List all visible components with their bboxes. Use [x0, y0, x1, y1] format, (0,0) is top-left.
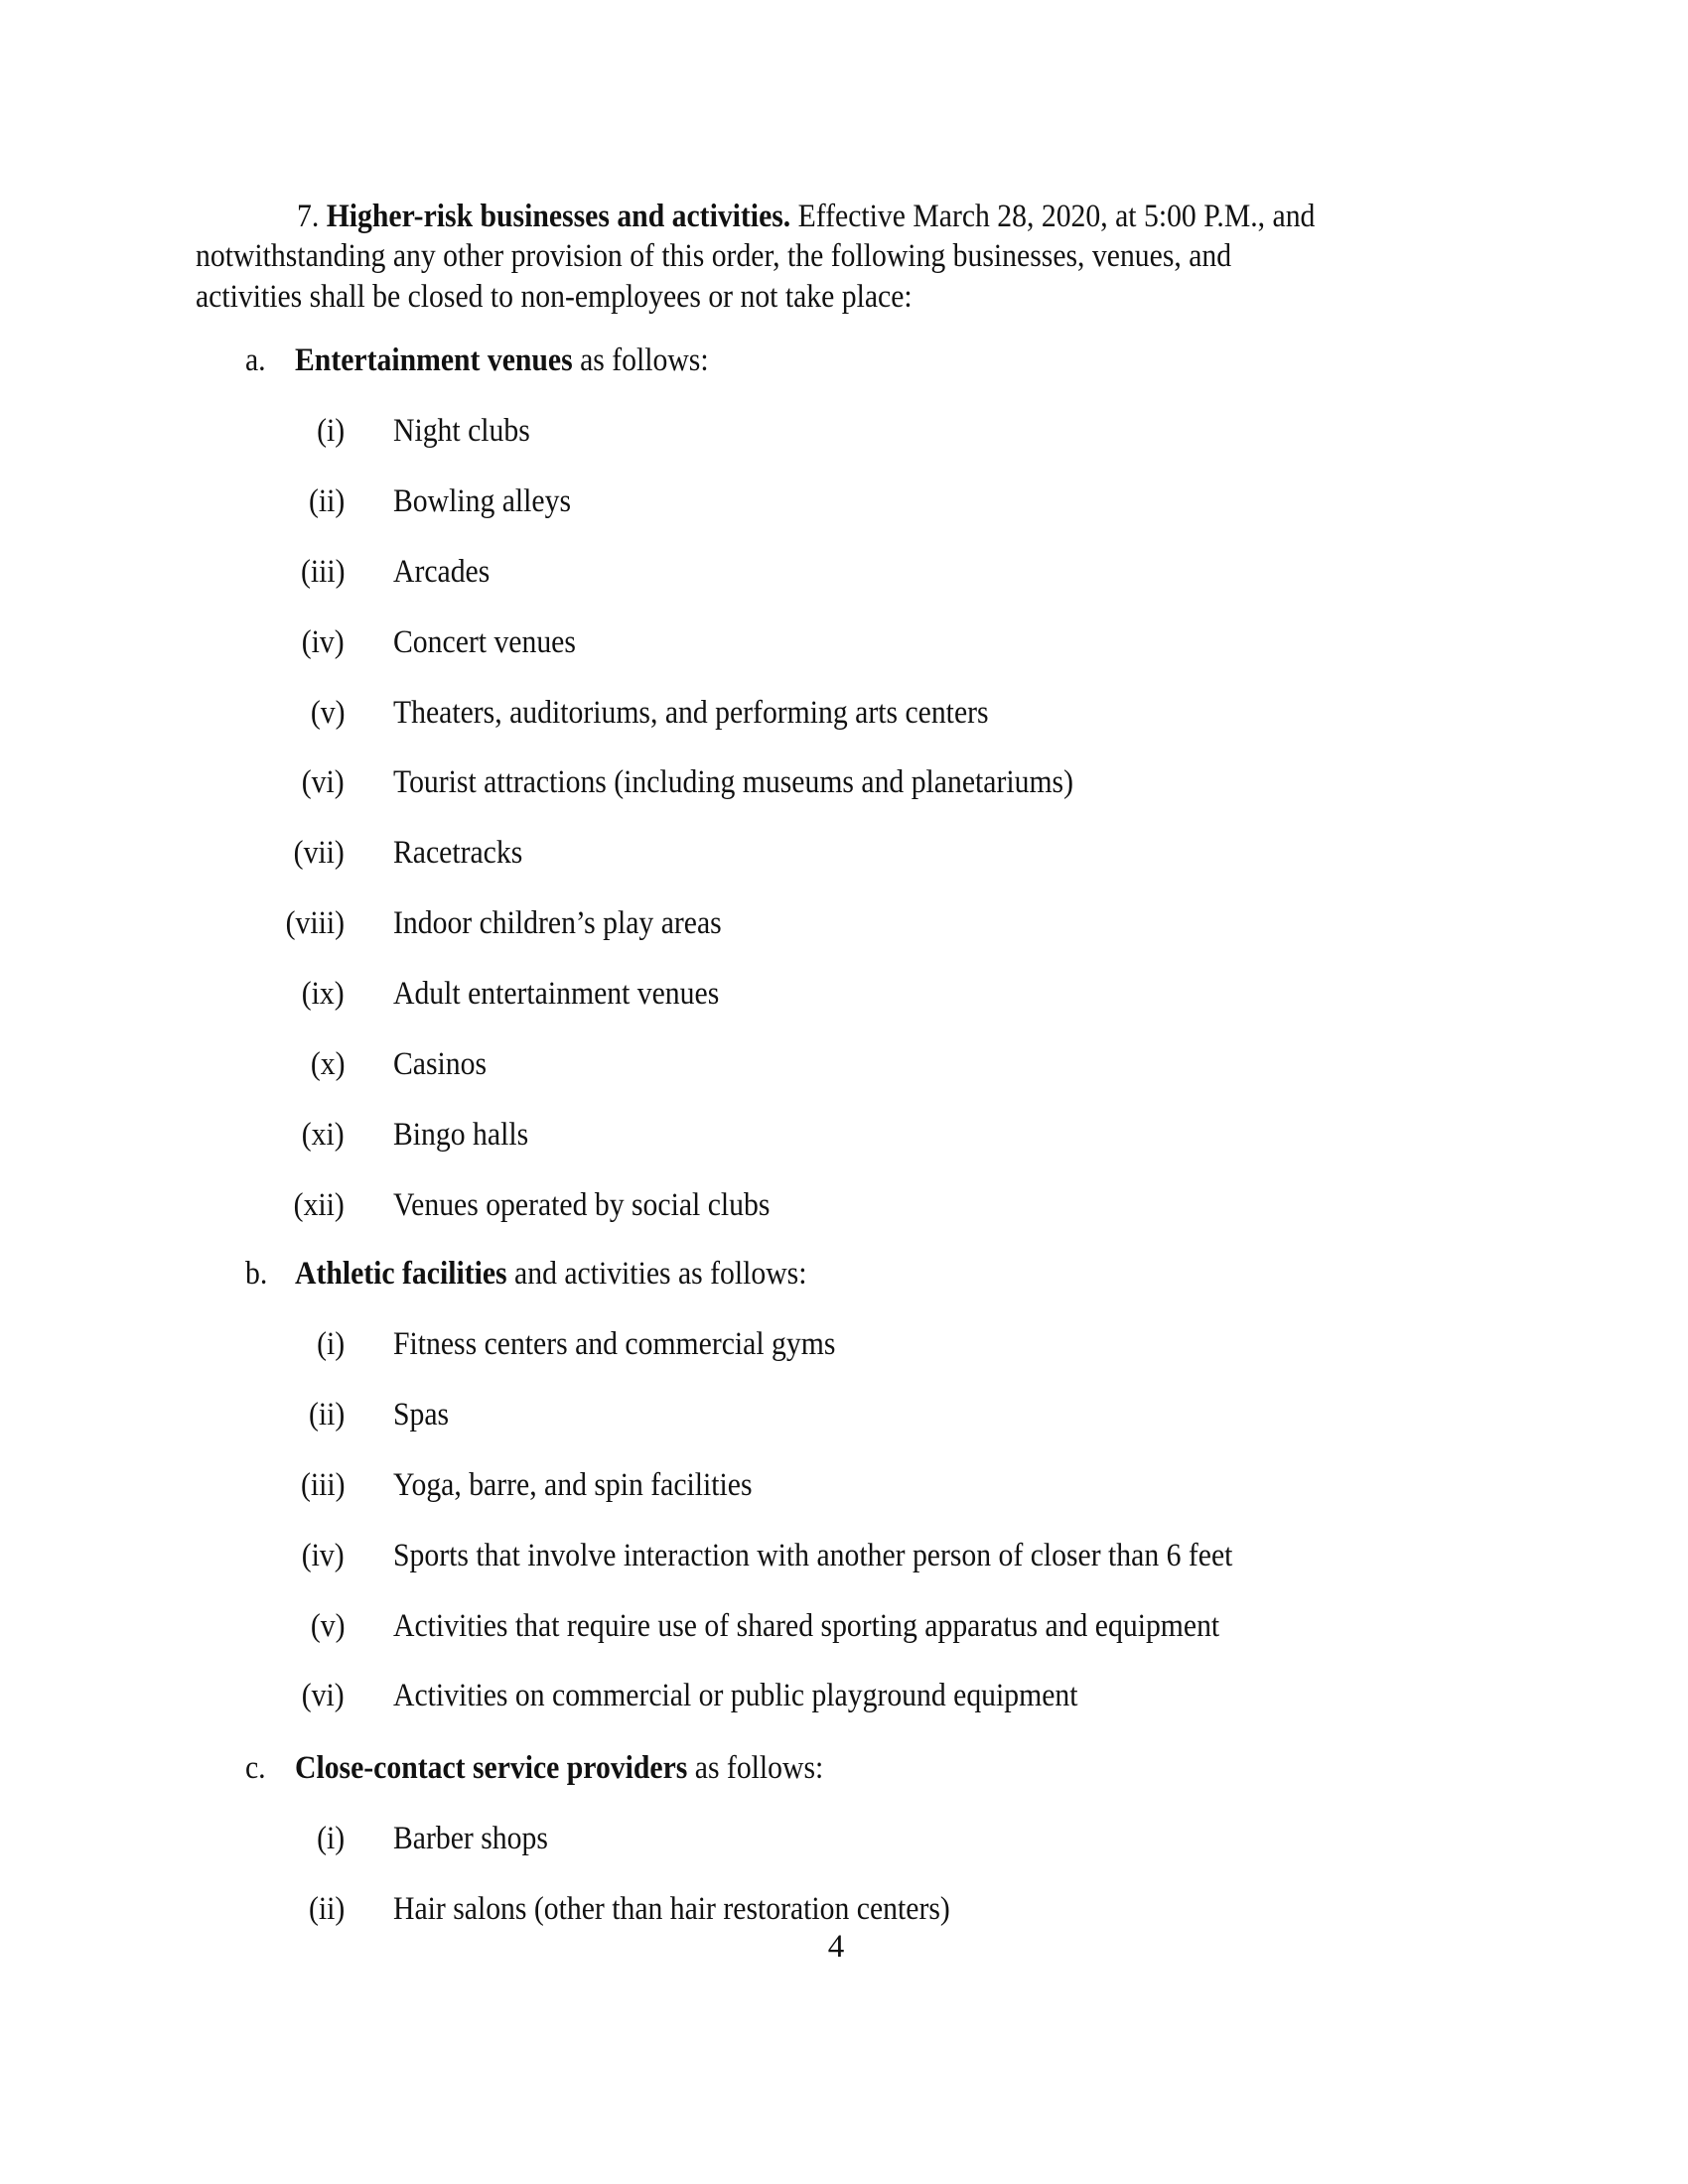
item-number: (v) — [310, 1608, 345, 1644]
item-number: (ii) — [308, 1397, 345, 1433]
item-text: Bowling alleys — [393, 483, 572, 519]
section-heading: Higher-risk businesses and activities. — [326, 199, 791, 234]
item-number: (iv) — [302, 1538, 345, 1573]
item-number: (i) — [316, 413, 345, 449]
item-text: Concert venues — [393, 624, 576, 660]
item-number: (xii) — [293, 1187, 345, 1223]
item-text: Tourist attractions (including museums and planetariums) — [393, 764, 1074, 800]
item-number: (ix) — [302, 976, 345, 1012]
section-heading-line — [297, 197, 1315, 236]
item-text: Activities on commercial or public playground equipment — [393, 1678, 1078, 1713]
item-text: Arcades — [393, 554, 491, 590]
group-title-line — [295, 341, 709, 380]
intro-text: activities shall be closed to non-employees or not take place: — [196, 279, 913, 315]
group-letter: a. — [245, 342, 266, 378]
item-number: (iii) — [300, 554, 345, 590]
item-text: Adult entertainment venues — [393, 976, 720, 1012]
item-number: (iii) — [300, 1467, 345, 1503]
page-number: 4 — [827, 1929, 845, 1965]
group-title: Close-contact service providers — [295, 1750, 688, 1786]
group-title-line — [295, 1748, 823, 1788]
group-title: Entertainment venues — [295, 342, 573, 378]
group-title-line — [295, 1254, 807, 1294]
group-suffix: as follows: — [694, 1750, 824, 1786]
group-suffix: as follows: — [580, 342, 709, 378]
group-letter: b. — [245, 1256, 268, 1292]
item-text: Night clubs — [393, 413, 530, 449]
item-text: Theaters, auditoriums, and performing arts centers — [393, 695, 989, 731]
item-number: (viii) — [285, 905, 345, 941]
item-text: Yoga, barre, and spin facilities — [393, 1467, 753, 1503]
item-number: (vi) — [302, 1678, 345, 1713]
item-text: Hair salons (other than hair restoration centers) — [393, 1891, 950, 1927]
item-number: (xi) — [302, 1117, 345, 1153]
item-text: Spas — [393, 1397, 450, 1433]
item-text: Venues operated by social clubs — [393, 1187, 771, 1223]
group-suffix: and activities as follows: — [514, 1256, 807, 1292]
intro-text: Effective March 28, 2020, at 5:00 P.M., and — [797, 199, 1316, 234]
item-text: Racetracks — [393, 835, 523, 871]
group-title: Athletic facilities — [295, 1256, 507, 1292]
item-text: Activities that require use of shared sporting apparatus and equipment — [393, 1608, 1220, 1644]
item-number: (vii) — [293, 835, 345, 871]
item-text: Barber shops — [393, 1821, 548, 1856]
item-text: Fitness centers and commercial gyms — [393, 1326, 836, 1362]
item-number: (ii) — [308, 1891, 345, 1927]
item-text: Indoor children’s play areas — [393, 905, 722, 941]
item-number: (ii) — [308, 483, 345, 519]
intro-text: notwithstanding any other provision of this order, the following businesses, venues, and — [196, 238, 1232, 274]
item-number: (iv) — [302, 624, 345, 660]
item-number: (i) — [316, 1821, 345, 1856]
item-text: Sports that involve interaction with another person of closer than 6 feet — [393, 1538, 1233, 1573]
group-letter: c. — [245, 1750, 266, 1786]
item-number: (i) — [316, 1326, 345, 1362]
item-number: (v) — [310, 695, 345, 731]
section-number: 7. — [297, 199, 320, 234]
item-text: Casinos — [393, 1046, 488, 1082]
item-number: (vi) — [302, 764, 345, 800]
item-number: (x) — [310, 1046, 345, 1082]
item-text: Bingo halls — [393, 1117, 529, 1153]
